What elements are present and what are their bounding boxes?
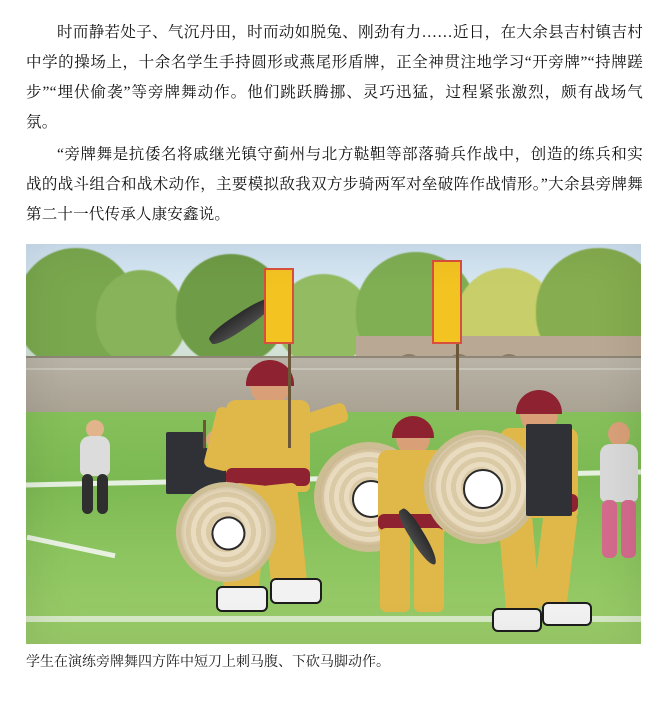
article-body bbox=[26, 18, 643, 230]
news-photo bbox=[26, 244, 641, 644]
leg bbox=[82, 474, 93, 514]
paragraph-2: “旁牌舞是抗倭名将戚继光镇守蓟州与北方鞑靼等部落骑兵作战中，创造的练兵和实战的战斗组合和战术动作，主要模拟敌我双方步骑两军对垒破阵作战情形。”大余县旁牌舞第二十一代传承人康安鑫说。 bbox=[26, 146, 643, 223]
banner-flag bbox=[526, 424, 572, 516]
leg bbox=[602, 500, 617, 558]
headscarf bbox=[392, 416, 434, 438]
shoe bbox=[542, 602, 592, 626]
yellow-flag bbox=[432, 260, 462, 344]
headscarf bbox=[516, 390, 562, 414]
leg bbox=[97, 474, 108, 514]
round-shield bbox=[424, 430, 538, 544]
shield-boss bbox=[463, 469, 502, 508]
shield-boss bbox=[207, 512, 249, 554]
torso bbox=[600, 444, 638, 502]
shoe bbox=[492, 608, 542, 632]
figure bbox=[26, 244, 641, 671]
leg bbox=[621, 500, 636, 558]
torso bbox=[80, 436, 110, 476]
leg bbox=[532, 510, 577, 609]
paragraph-1: 时而静若处子、气沉丹田，时而动如脱兔、刚劲有力……近日，在大余县吉村镇吉村中学的操场上，十余名学生手持圆形或燕尾形盾牌，正全神贯注地学习“开旁牌”“持牌蹉步”“埋伏偷袭”等旁牌舞动作。他们跳跃腾挪、灵巧迅猛，过程紧张激烈，颇有战场气氛。 bbox=[26, 24, 643, 131]
student-performer bbox=[72, 420, 118, 516]
head bbox=[608, 422, 630, 446]
headscarf bbox=[246, 360, 294, 386]
figure-caption: 学生在演练旁牌舞四方阵中短刀上刺马腹、下砍马脚动作。 bbox=[26, 653, 390, 669]
shoe bbox=[216, 586, 268, 612]
leg bbox=[380, 528, 410, 612]
shoe bbox=[270, 578, 322, 604]
spectator bbox=[594, 422, 641, 562]
tree-icon bbox=[96, 270, 186, 365]
yellow-flag bbox=[264, 268, 294, 344]
